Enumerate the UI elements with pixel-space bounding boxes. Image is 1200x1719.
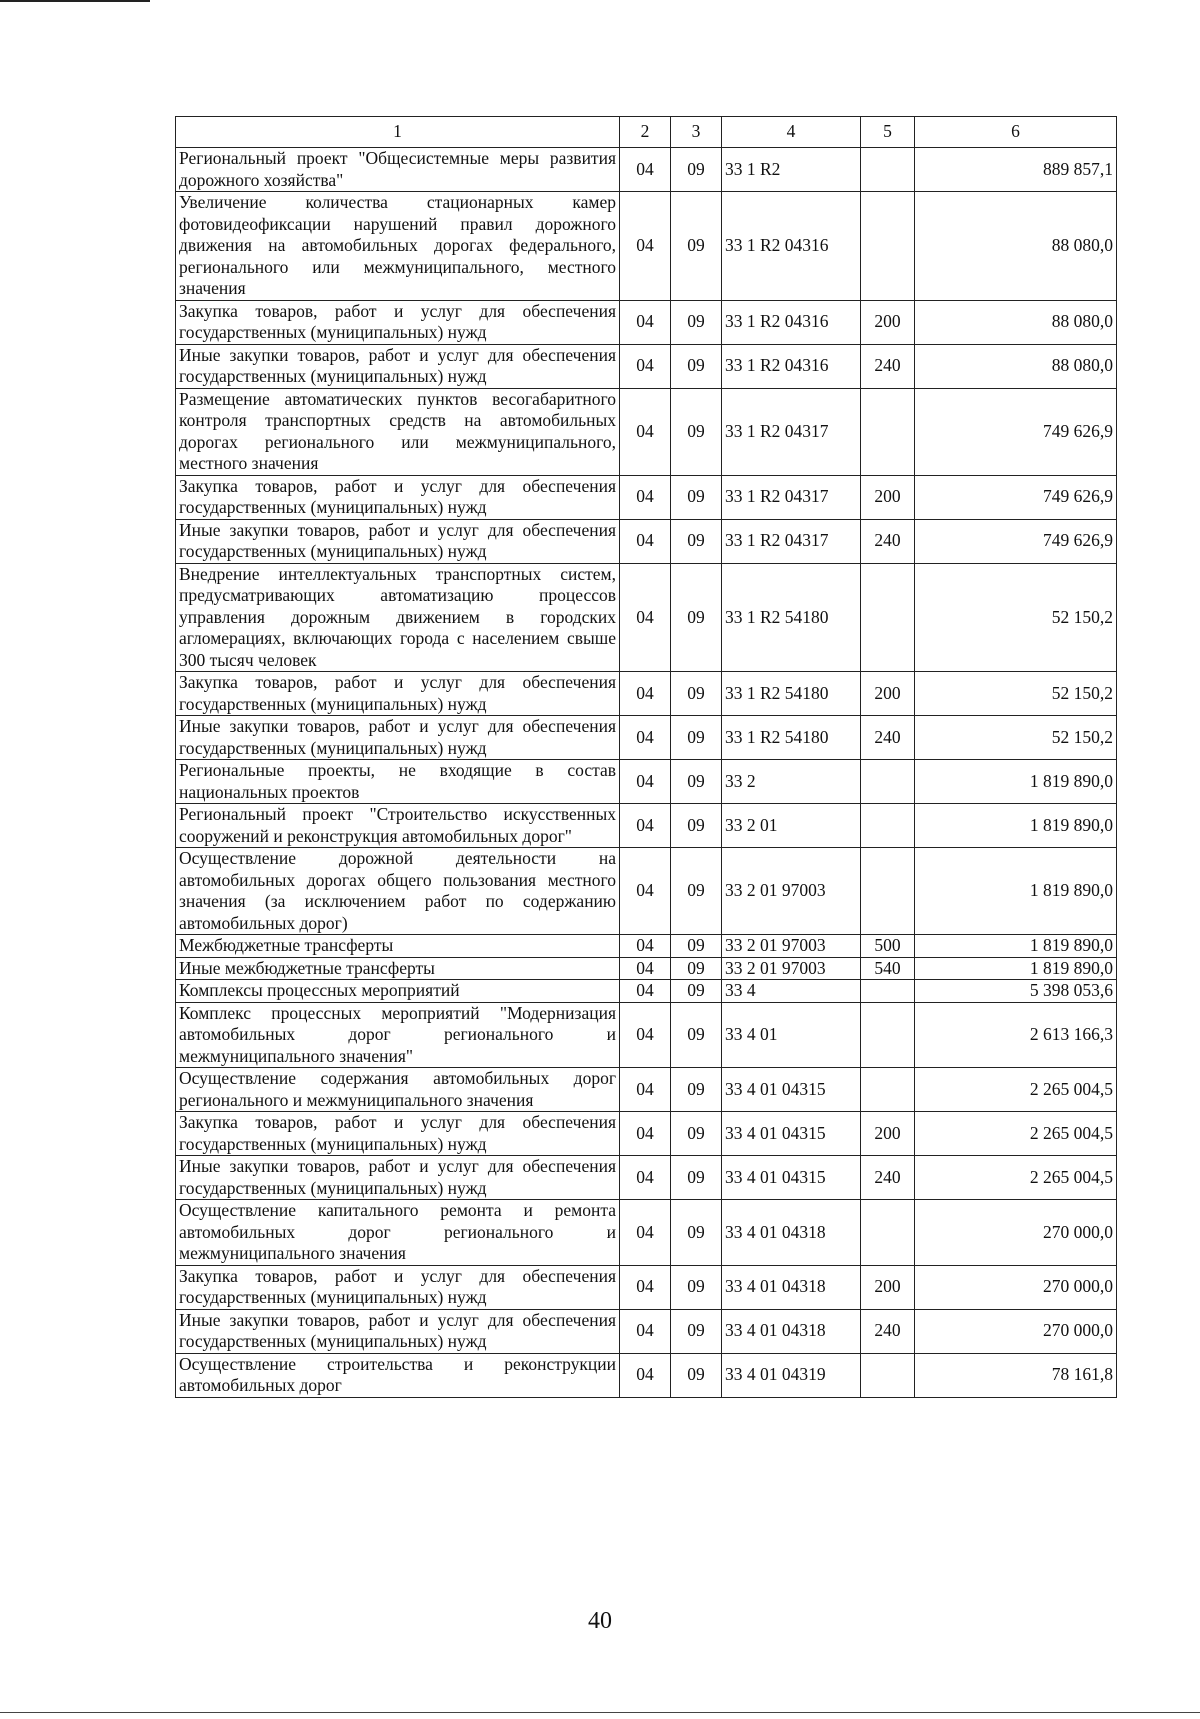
row-amount: 78 161,8	[915, 1353, 1117, 1397]
row-expense-type	[861, 148, 915, 192]
table-row	[176, 1353, 1117, 1397]
row-target-article: 33 1 R2 54180	[722, 563, 861, 672]
row-subsection: 09	[671, 1156, 722, 1200]
row-subsection: 09	[671, 344, 722, 388]
row-amount: 1 819 890,0	[915, 760, 1117, 804]
budget-table	[175, 116, 1117, 1398]
table-row	[176, 804, 1117, 848]
row-expense-type: 200	[861, 300, 915, 344]
row-amount: 2 265 004,5	[915, 1112, 1117, 1156]
row-subsection: 09	[671, 935, 722, 958]
table-row	[176, 716, 1117, 760]
row-amount: 2 613 166,3	[915, 1002, 1117, 1068]
row-description: Закупка товаров, работ и услуг для обеспечения государственных (муниципальных) нужд	[176, 300, 620, 344]
table-row	[176, 1200, 1117, 1266]
row-amount: 52 150,2	[915, 563, 1117, 672]
row-expense-type: 200	[861, 672, 915, 716]
row-expense-type: 540	[861, 957, 915, 980]
row-subsection: 09	[671, 1068, 722, 1112]
row-section: 04	[620, 388, 671, 475]
row-subsection: 09	[671, 1002, 722, 1068]
table-row	[176, 1309, 1117, 1353]
row-section: 04	[620, 980, 671, 1003]
table-row	[176, 388, 1117, 475]
row-subsection: 09	[671, 1112, 722, 1156]
row-subsection: 09	[671, 192, 722, 301]
row-expense-type	[861, 1068, 915, 1112]
row-amount: 889 857,1	[915, 148, 1117, 192]
row-amount: 270 000,0	[915, 1265, 1117, 1309]
row-description: Закупка товаров, работ и услуг для обеспечения государственных (муниципальных) нужд	[176, 1112, 620, 1156]
row-expense-type	[861, 1200, 915, 1266]
row-section: 04	[620, 1068, 671, 1112]
row-target-article: 33 1 R2 04316	[722, 300, 861, 344]
row-section: 04	[620, 1112, 671, 1156]
page-number: 40	[588, 1608, 612, 1634]
table-row	[176, 760, 1117, 804]
row-subsection: 09	[671, 672, 722, 716]
row-subsection: 09	[671, 957, 722, 980]
row-subsection: 09	[671, 1309, 722, 1353]
row-target-article: 33 1 R2 04316	[722, 344, 861, 388]
row-description: Региональные проекты, не входящие в состав национальных проектов	[176, 760, 620, 804]
table-row	[176, 475, 1117, 519]
row-target-article: 33 1 R2 54180	[722, 672, 861, 716]
row-expense-type: 200	[861, 475, 915, 519]
row-subsection: 09	[671, 716, 722, 760]
row-target-article: 33 2 01 97003	[722, 848, 861, 935]
row-description: Закупка товаров, работ и услуг для обеспечения государственных (муниципальных) нужд	[176, 1265, 620, 1309]
table-row	[176, 1068, 1117, 1112]
row-amount: 88 080,0	[915, 300, 1117, 344]
row-section: 04	[620, 1309, 671, 1353]
row-amount: 1 819 890,0	[915, 804, 1117, 848]
row-description: Осуществление содержания автомобильных дорог регионального и межмуниципального значения	[176, 1068, 620, 1112]
row-expense-type	[861, 1353, 915, 1397]
row-target-article: 33 4 01	[722, 1002, 861, 1068]
row-expense-type: 200	[861, 1265, 915, 1309]
row-expense-type: 240	[861, 716, 915, 760]
row-expense-type: 240	[861, 344, 915, 388]
row-description: Иные закупки товаров, работ и услуг для обеспечения государственных (муниципальных) нужд	[176, 344, 620, 388]
row-amount: 52 150,2	[915, 672, 1117, 716]
row-section: 04	[620, 300, 671, 344]
row-description: Комплекс процессных мероприятий "Модернизация автомобильных дорог регионального и межмуниципального значения"	[176, 1002, 620, 1068]
row-target-article: 33 4	[722, 980, 861, 1003]
row-expense-type	[861, 388, 915, 475]
row-subsection: 09	[671, 804, 722, 848]
row-subsection: 09	[671, 148, 722, 192]
row-target-article: 33 1 R2 04316	[722, 192, 861, 301]
row-description: Иные закупки товаров, работ и услуг для обеспечения государственных (муниципальных) нужд	[176, 1156, 620, 1200]
table-row	[176, 1002, 1117, 1068]
row-subsection: 09	[671, 848, 722, 935]
row-section: 04	[620, 760, 671, 804]
table-row	[176, 935, 1117, 958]
row-amount: 1 819 890,0	[915, 935, 1117, 958]
row-subsection: 09	[671, 475, 722, 519]
row-target-article: 33 2 01	[722, 804, 861, 848]
row-description: Осуществление дорожной деятельности на автомобильных дорогах общего пользования местного значения (за исключением работ по содержанию автомобильных дорог)	[176, 848, 620, 935]
row-amount: 88 080,0	[915, 344, 1117, 388]
row-section: 04	[620, 957, 671, 980]
row-description: Иные межбюджетные трансферты	[176, 957, 620, 980]
row-amount: 1 819 890,0	[915, 957, 1117, 980]
row-description: Внедрение интеллектуальных транспортных систем, предусматривающих автоматизацию процессов управления дорожным движением в городских агломерациях, включающих города с населением свыше 300 тысяч человек	[176, 563, 620, 672]
row-amount: 52 150,2	[915, 716, 1117, 760]
header-col-5: 5	[861, 117, 915, 148]
row-section: 04	[620, 672, 671, 716]
row-expense-type	[861, 192, 915, 301]
table-row	[176, 300, 1117, 344]
row-amount: 270 000,0	[915, 1309, 1117, 1353]
row-section: 04	[620, 1265, 671, 1309]
top-rule	[0, 0, 150, 2]
table-body	[176, 148, 1117, 1398]
table-row	[176, 980, 1117, 1003]
table-row	[176, 192, 1117, 301]
row-expense-type: 200	[861, 1112, 915, 1156]
row-section: 04	[620, 716, 671, 760]
row-section: 04	[620, 344, 671, 388]
row-description: Региональный проект "Общесистемные меры развития дорожного хозяйства"	[176, 148, 620, 192]
row-amount: 1 819 890,0	[915, 848, 1117, 935]
header-col-1: 1	[176, 117, 620, 148]
row-description: Закупка товаров, работ и услуг для обеспечения государственных (муниципальных) нужд	[176, 672, 620, 716]
row-target-article: 33 4 01 04318	[722, 1200, 861, 1266]
row-target-article: 33 4 01 04315	[722, 1068, 861, 1112]
row-section: 04	[620, 563, 671, 672]
row-target-article: 33 2 01 97003	[722, 935, 861, 958]
table-row	[176, 563, 1117, 672]
row-target-article: 33 4 01 04315	[722, 1156, 861, 1200]
row-target-article: 33 4 01 04318	[722, 1265, 861, 1309]
table-row	[176, 148, 1117, 192]
row-subsection: 09	[671, 388, 722, 475]
row-description: Межбюджетные трансферты	[176, 935, 620, 958]
row-target-article: 33 1 R2 04317	[722, 519, 861, 563]
row-section: 04	[620, 935, 671, 958]
table-header-row	[176, 117, 1117, 148]
table-row	[176, 1265, 1117, 1309]
row-description: Комплексы процессных мероприятий	[176, 980, 620, 1003]
row-amount: 5 398 053,6	[915, 980, 1117, 1003]
row-description: Иные закупки товаров, работ и услуг для обеспечения государственных (муниципальных) нужд	[176, 1309, 620, 1353]
row-section: 04	[620, 475, 671, 519]
row-target-article: 33 1 R2 54180	[722, 716, 861, 760]
row-section: 04	[620, 848, 671, 935]
row-target-article: 33 4 01 04315	[722, 1112, 861, 1156]
row-section: 04	[620, 1200, 671, 1266]
row-description: Закупка товаров, работ и услуг для обеспечения государственных (муниципальных) нужд	[176, 475, 620, 519]
row-description: Иные закупки товаров, работ и услуг для обеспечения государственных (муниципальных) нужд	[176, 716, 620, 760]
row-expense-type: 500	[861, 935, 915, 958]
row-expense-type	[861, 760, 915, 804]
row-subsection: 09	[671, 563, 722, 672]
row-section: 04	[620, 1353, 671, 1397]
row-description: Осуществление строительства и реконструкции автомобильных дорог	[176, 1353, 620, 1397]
table-row	[176, 848, 1117, 935]
row-section: 04	[620, 519, 671, 563]
row-description: Увеличение количества стационарных камер фотовидеофиксации нарушений правил дорожного движения на автомобильных дорогах федерального, регионального или межмуниципального, местного значения	[176, 192, 620, 301]
row-target-article: 33 4 01 04319	[722, 1353, 861, 1397]
table-row	[176, 957, 1117, 980]
row-subsection: 09	[671, 300, 722, 344]
header-col-6: 6	[915, 117, 1117, 148]
row-target-article: 33 2	[722, 760, 861, 804]
row-expense-type	[861, 1002, 915, 1068]
row-expense-type	[861, 563, 915, 672]
row-expense-type: 240	[861, 519, 915, 563]
row-expense-type: 240	[861, 1309, 915, 1353]
row-expense-type	[861, 804, 915, 848]
row-target-article: 33 2 01 97003	[722, 957, 861, 980]
row-target-article: 33 1 R2 04317	[722, 388, 861, 475]
row-target-article: 33 1 R2	[722, 148, 861, 192]
row-amount: 749 626,9	[915, 388, 1117, 475]
row-subsection: 09	[671, 519, 722, 563]
table-row	[176, 344, 1117, 388]
row-description: Региональный проект "Строительство искусственных сооружений и реконструкция автомобильных дорог"	[176, 804, 620, 848]
row-subsection: 09	[671, 1265, 722, 1309]
row-section: 04	[620, 1002, 671, 1068]
row-description: Иные закупки товаров, работ и услуг для обеспечения государственных (муниципальных) нужд	[176, 519, 620, 563]
row-expense-type	[861, 980, 915, 1003]
table-row	[176, 519, 1117, 563]
row-target-article: 33 1 R2 04317	[722, 475, 861, 519]
table-row	[176, 1112, 1117, 1156]
row-amount: 749 626,9	[915, 519, 1117, 563]
bottom-rule	[0, 1712, 1200, 1713]
row-amount: 749 626,9	[915, 475, 1117, 519]
row-amount: 2 265 004,5	[915, 1068, 1117, 1112]
row-subsection: 09	[671, 760, 722, 804]
header-col-2: 2	[620, 117, 671, 148]
row-expense-type: 240	[861, 1156, 915, 1200]
row-description: Осуществление капитального ремонта и ремонта автомобильных дорог регионального и межмуниципального значения	[176, 1200, 620, 1266]
row-subsection: 09	[671, 1200, 722, 1266]
table-row	[176, 1156, 1117, 1200]
row-amount: 88 080,0	[915, 192, 1117, 301]
row-section: 04	[620, 148, 671, 192]
table-row	[176, 672, 1117, 716]
row-section: 04	[620, 1156, 671, 1200]
row-target-article: 33 4 01 04318	[722, 1309, 861, 1353]
row-section: 04	[620, 804, 671, 848]
header-col-4: 4	[722, 117, 861, 148]
row-amount: 270 000,0	[915, 1200, 1117, 1266]
header-col-3: 3	[671, 117, 722, 148]
row-amount: 2 265 004,5	[915, 1156, 1117, 1200]
row-subsection: 09	[671, 1353, 722, 1397]
row-description: Размещение автоматических пунктов весогабаритного контроля транспортных средств на автомобильных дорогах регионального или межмуниципального, местного значения	[176, 388, 620, 475]
row-subsection: 09	[671, 980, 722, 1003]
row-expense-type	[861, 848, 915, 935]
row-section: 04	[620, 192, 671, 301]
